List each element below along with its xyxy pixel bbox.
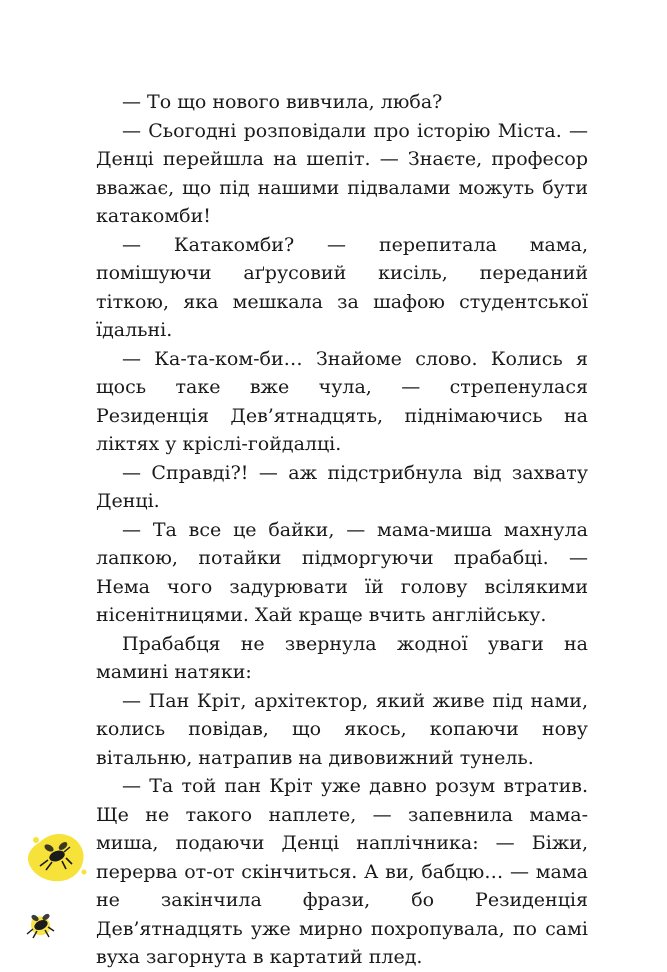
paragraph-4: — Ка-та-ком-би… Знайоме слово. Колись я щось таке вже чула, — стрепенулася Резиденція Дев’ятнадцять, піднімаючись на ліктях у кріслі-гойдалці. xyxy=(96,347,588,455)
bee-icon xyxy=(27,913,54,938)
yellow-bee-icon xyxy=(28,834,86,881)
paragraph-1: — То що нового вивчила, люба? xyxy=(122,91,443,113)
paragraph-7: Прабабця не звернула жодної уваги на мамині натяки: xyxy=(96,632,588,683)
paragraph-8: — Пан Кріт, архітектор, який живе під нами, колись повідав, що якось, копаючи нову вітальню, натрапив на дивовижний тунель. xyxy=(96,689,588,769)
page-text xyxy=(96,88,588,972)
paragraph-9: — Та той пан Кріт уже давно розум втратив. Ще не такого наплете, — запевнила мама-миша, подаючи Денці наплічника: — Біжи, перерва от-от скінчиться. А ви, бабцю… — мама не закінчила фрази, бо Резиденція Дев’ятнадцять уже мирно похропувала, по самі вуха загорнута в картатий плед. xyxy=(96,775,588,968)
paragraph-2: — Сьогодні розповідали про історію Міста. — Денці перейшла на шепіт. — Знаєте, професор вважає, що під нашими підвалами можуть бути катакомби! xyxy=(96,119,588,227)
paragraph-5: — Справді?! — аж підстрибнула від захвату Денці. xyxy=(96,461,588,512)
paragraph-6: — Та все це байки, — мама-миша махнула лапкою, потайки підморгуючи прабабці. — Нема чого задурювати їй голову всілякими нісенітницями. Хай краще вчить англійську. xyxy=(96,518,588,626)
paragraph-3: — Катакомби? — перепитала мама, помішуючи аґрусовий кисіль, переданий тіткою, яка мешкала за шафою студентської їдальні. xyxy=(96,233,588,341)
